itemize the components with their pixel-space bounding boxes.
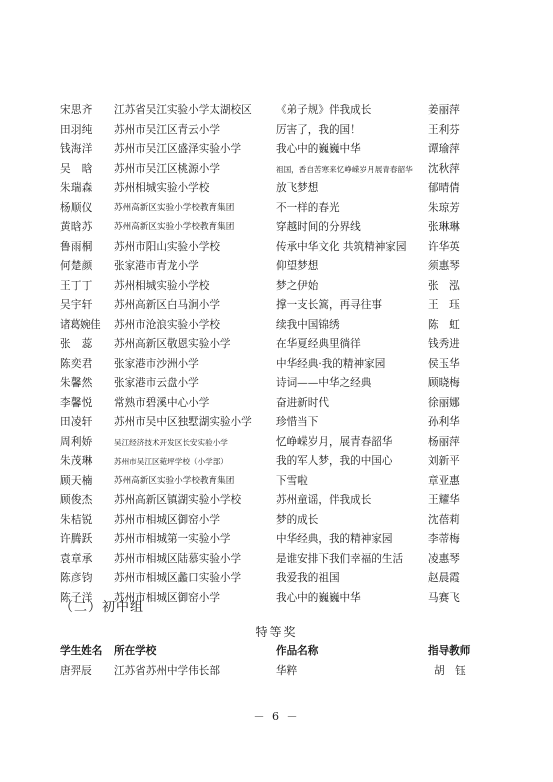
table-row: [60, 257, 480, 277]
table-header: [60, 643, 480, 661]
teacher-name: 李蒂梅: [428, 533, 460, 545]
school-name: 苏州高新区敬恩实验小学: [114, 338, 231, 350]
teacher-name: 徐丽娜: [428, 396, 460, 409]
school-name: 苏州市相城区御窑小学: [114, 591, 220, 604]
school-name: 苏州高新区实验小学校教育集团: [114, 202, 235, 213]
teacher-name: 章亚惠: [428, 474, 460, 487]
student-name: 钱海洋: [60, 143, 93, 155]
work-title: 我的军人梦，我的中国心: [276, 455, 393, 467]
school-name: 苏州市吴中区独墅湖实验小学: [114, 416, 252, 428]
student-name: 陈彦钧: [60, 572, 93, 584]
teacher-name: 赵晨霞: [428, 572, 460, 584]
table-row: [60, 413, 480, 433]
student-name: 宋思齐: [60, 104, 93, 116]
teacher-name: 陈 虹: [428, 318, 460, 331]
work-title: 诗词——中华之经典: [276, 377, 372, 389]
work-title: 我爱我的祖国: [276, 572, 340, 584]
table-row: [60, 472, 480, 492]
teacher-name: 钱秀进: [428, 338, 460, 350]
teacher-name: 姜丽萍: [428, 104, 460, 116]
student-name: 田羽纯: [60, 123, 93, 136]
section-title: （二）初中组: [60, 600, 145, 615]
work-title: 珍惜当下: [276, 416, 319, 428]
student-name: 李馨悦: [60, 396, 93, 409]
work-title: 下雪啦: [276, 474, 308, 487]
teacher-name: 张 泓: [428, 279, 460, 292]
teacher-name: 王 珏: [428, 299, 460, 311]
teacher-name: 张琳琳: [428, 221, 460, 233]
teacher-name: 胡 钰: [434, 665, 466, 677]
teacher-name: 沈秋萍: [428, 162, 460, 175]
work-title: 传承中华文化 共筑精神家园: [276, 240, 407, 253]
school-name: 苏州市吴江区青云小学: [114, 123, 220, 136]
student-name: 顾天楠: [60, 474, 93, 487]
work-title: 放飞梦想: [276, 182, 319, 194]
work-title: 厉害了，我的国！: [276, 123, 361, 136]
header-teacher: 指导教师: [428, 645, 471, 657]
student-name: 王丁丁: [60, 279, 93, 292]
header-school: 所在学校: [114, 645, 157, 657]
table-row: [60, 433, 480, 453]
student-name: 朱馨然: [60, 377, 93, 389]
work-title: 是谁安排下我们幸福的生活: [276, 552, 404, 565]
school-name: 苏州高新区实验小学校教育集团: [114, 222, 235, 232]
school-name: 苏州高新区镇湖实验小学校: [114, 494, 242, 506]
table-row: [60, 296, 480, 316]
student-name: 吴 晗: [60, 162, 93, 175]
work-title: 梦的成长: [276, 513, 319, 526]
table-row: [60, 569, 480, 589]
student-name: 陈奕君: [60, 357, 93, 370]
work-title: 苏州童谣，伴我成长: [276, 494, 372, 506]
student-name: 陈子洋: [60, 591, 93, 604]
student-name: 朱桔锐: [60, 513, 93, 526]
school-name: 苏州相城实验小学校: [114, 182, 210, 194]
table-row: [60, 140, 480, 160]
teacher-name: 孙利华: [428, 416, 460, 428]
work-title: 我心中的巍巍中华: [276, 591, 361, 604]
table-row: [60, 374, 480, 394]
student-name: 周利娇: [60, 435, 93, 448]
teacher-name: 凌惠琴: [428, 552, 460, 565]
school-name: 苏州高新区实验小学校教育集团: [114, 475, 235, 486]
table-row: [60, 160, 480, 180]
school-name: 江苏省吴江实验小学太湖校区: [114, 104, 252, 116]
student-name: 鲁雨桐: [60, 240, 93, 253]
student-name: 田凌轩: [60, 416, 93, 428]
school-name: 江苏省苏州中学伟长部: [114, 665, 220, 677]
school-name: 苏州市相城区陆慕实验小学: [114, 552, 242, 565]
table-row: [60, 121, 480, 141]
school-name: 张家港市云盘小学: [114, 377, 199, 389]
work-title: 《弟子规》伴我成长: [276, 104, 372, 116]
work-title: 仰望梦想: [276, 260, 319, 272]
header-name: 学生姓名: [60, 645, 103, 657]
work-title: 在华夏经典里徜徉: [276, 338, 361, 350]
table-row: [60, 335, 480, 355]
teacher-name: 朱琼芳: [428, 201, 460, 214]
table-row: [60, 316, 480, 336]
school-name: 苏州市吴江区菀坪学校（小学部）: [114, 457, 228, 466]
table-row: [60, 218, 480, 238]
teacher-name: 许华英: [428, 240, 460, 253]
teacher-name: 顾晓梅: [428, 377, 460, 389]
table-row: [60, 199, 480, 219]
teacher-name: 王耀华: [428, 494, 460, 506]
school-name: 苏州市沧浪实验小学校: [114, 318, 220, 331]
table-row: [60, 101, 480, 121]
work-title: 不一样的春光: [276, 201, 340, 214]
student-name: 张 蕊: [60, 338, 93, 350]
work-title: 我心中的巍巍中华: [276, 143, 361, 155]
school-name: 苏州市阳山实验小学校: [114, 240, 220, 253]
table-row: [60, 663, 480, 681]
student-name: 朱瑞森: [60, 182, 93, 194]
school-name: 张家港市沙洲小学: [114, 357, 199, 370]
work-title: 忆峥嵘岁月，展青春韶华: [276, 435, 393, 448]
work-title: 撑一支长篙，再寻往事: [276, 299, 382, 311]
student-name: 唐羿辰: [60, 665, 92, 677]
table-row: [60, 511, 480, 531]
work-title: 中华经典，我的精神家园: [276, 533, 393, 545]
table-row: [60, 394, 480, 414]
teacher-name: 刘新平: [428, 455, 460, 467]
school-name: 苏州市吴江区盛泽实验小学: [114, 143, 242, 155]
school-name: 苏州市相城区御窑小学: [114, 513, 220, 526]
table-row: [60, 452, 480, 472]
school-name: 吴江经济技术开发区长安实验小学: [114, 437, 228, 447]
school-name: 张家港市青龙小学: [114, 260, 199, 272]
table-row: [60, 530, 480, 550]
teacher-name: 马赛飞: [428, 591, 460, 604]
work-title: 奋进新时代: [276, 396, 329, 409]
teacher-name: 王利芬: [428, 123, 460, 136]
table-row: [60, 238, 480, 258]
student-name: 朱茂琳: [60, 455, 93, 467]
work-title: 续我中国锦绣: [276, 318, 340, 331]
student-name: 诸葛婉佳: [60, 318, 100, 331]
table-row: [60, 550, 480, 570]
teacher-name: 侯玉华: [428, 357, 460, 370]
school-name: 苏州市相城区蠡口实验小学: [114, 572, 242, 584]
student-name: 袁章承: [60, 552, 93, 565]
work-title: 中华经典·我的精神家园: [276, 357, 386, 370]
school-name: 苏州相城实验小学校: [114, 279, 210, 292]
teacher-name: 沈蓓莉: [428, 513, 460, 526]
teacher-name: 郁晴倩: [428, 182, 460, 194]
table-row: [60, 355, 480, 375]
student-name: 黄晗苏: [60, 221, 93, 233]
school-name: 苏州市吴江区桃源小学: [114, 162, 220, 175]
teacher-name: 谭瑜萍: [428, 143, 460, 155]
student-name: 顾俊杰: [60, 494, 93, 506]
award-list: [60, 101, 480, 608]
award-level: 特等奖: [255, 625, 298, 639]
work-title: 华粹: [276, 665, 298, 677]
student-name: 许腾跃: [60, 533, 93, 545]
work-title: 穿越时间的分界线: [276, 221, 361, 233]
page-number: － 6 －: [253, 710, 300, 723]
table-row: [60, 491, 480, 511]
table-row: [60, 277, 480, 297]
student-name: 何楚颜: [60, 260, 93, 272]
teacher-name: 杨丽萍: [428, 435, 460, 448]
student-name: 吴宇轩: [60, 299, 93, 311]
teacher-name: 须惠琴: [428, 260, 460, 272]
school-name: 苏州市相城第一实验小学: [114, 533, 231, 545]
header-work: 作品名称: [276, 645, 319, 657]
school-name: 常熟市碧溪中心小学: [114, 396, 210, 409]
work-title: 祖国，香自苦寒来忆峥嵘岁月展青春韶华: [276, 164, 413, 174]
work-title: 梦之伊始: [276, 279, 319, 292]
table-row: [60, 179, 480, 199]
student-name: 杨顺仪: [60, 201, 93, 214]
school-name: 苏州高新区白马涧小学: [114, 299, 220, 311]
